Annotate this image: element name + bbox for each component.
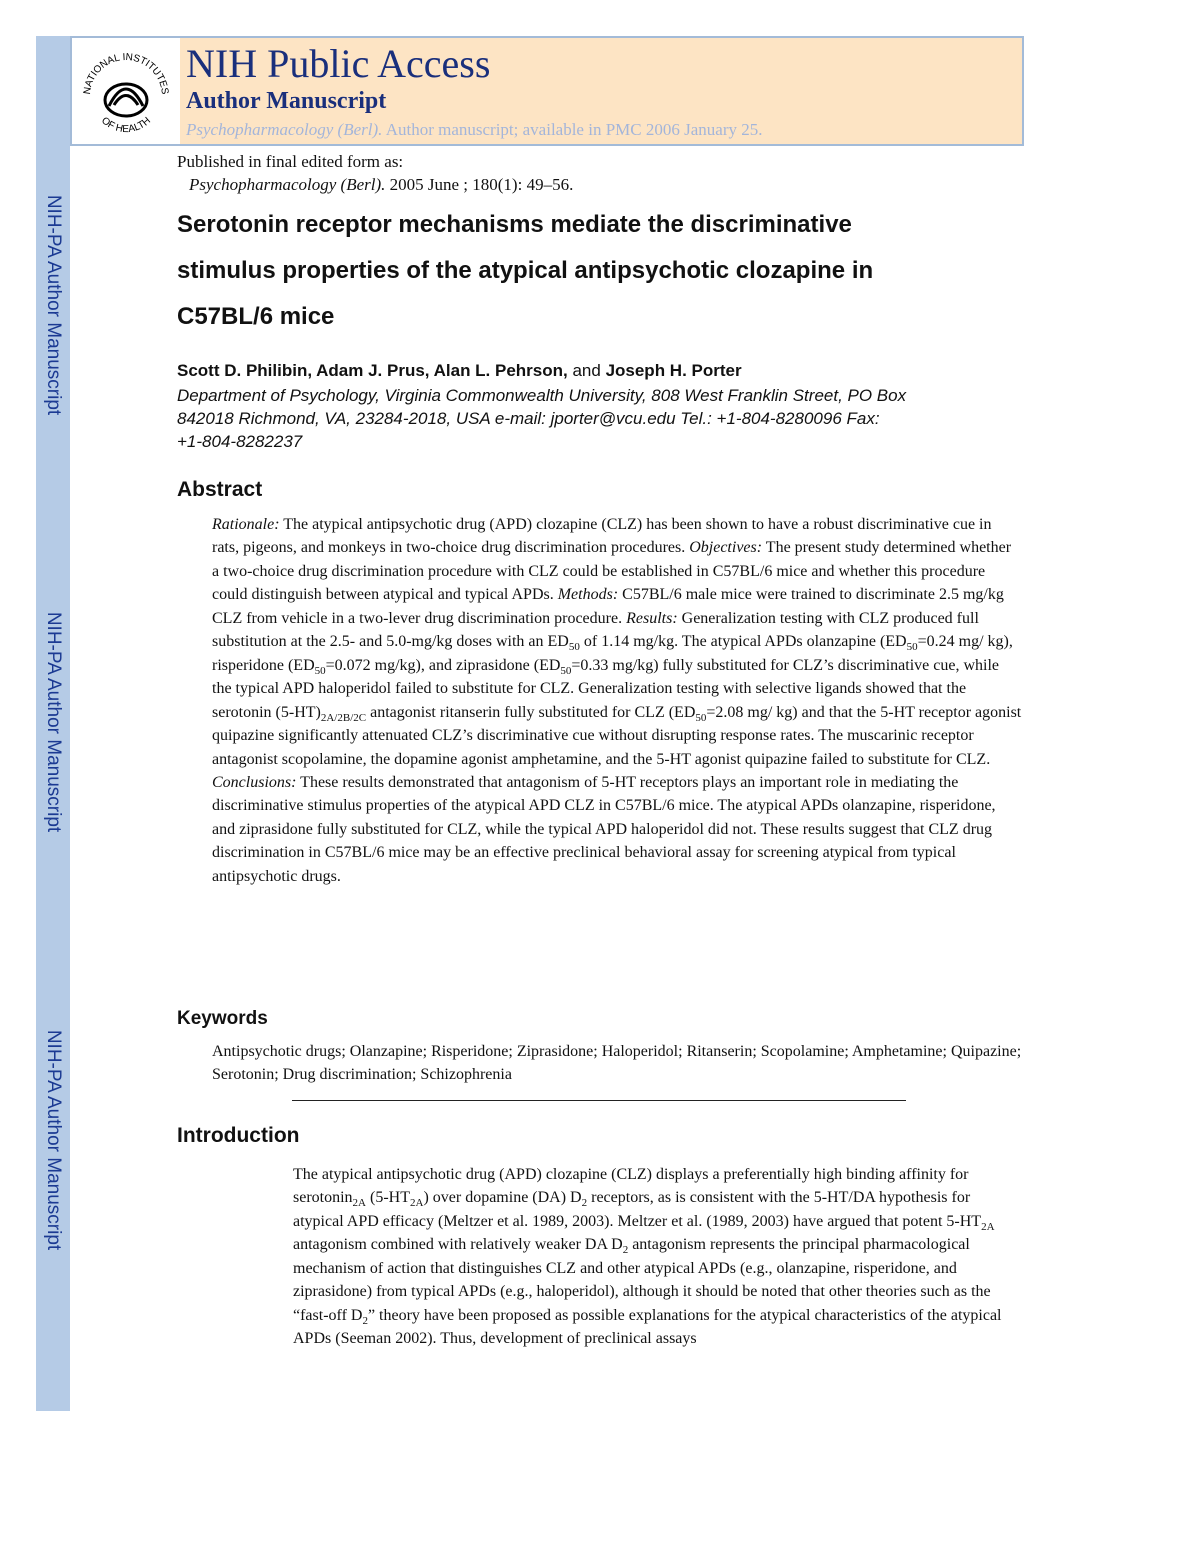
article-title-line: C57BL/6 mice xyxy=(177,303,335,330)
abstract-text: The atypical antipsychotic drug (APD) clozapine (CLZ) has been shown to have a robust discriminative cue in rats, pigeons, and monkeys in two-choice drug discrimination procedures. xyxy=(212,516,992,557)
affiliation-line: 842018 Richmond, VA, 23284-2018, USA e-mail: jporter@vcu.edu Tel.: +1-804-8280096 Fax: xyxy=(177,409,880,428)
side-label-3: NIH-PA Author Manuscript xyxy=(43,1029,64,1251)
citation-details: 2005 June ; 180(1): 49–56. xyxy=(385,175,574,194)
abstract-text: These results demonstrated that antagonism of 5-HT receptors plays an important role in mediating the discriminative stimulus properties of the atypical APD CLZ in C57BL/6 mice. The atypical APDs olanzapine, risperidone, and ziprasidone fully substituted for CLZ, while the typical APD haloperidol did not. These results suggest that CLZ drug discrimination in C57BL/6 mice may be an effective preclinical behavioral assay for screening atypical from typical antipsychotic drugs. xyxy=(212,773,996,885)
abstract-text: =0.24 mg/ kg), risperidone (ED xyxy=(212,633,1013,674)
article-title-line: Serotonin receptor mechanisms mediate the discriminative xyxy=(177,211,852,238)
availability-text: Author manuscript; available in PMC 2006 January 25. xyxy=(382,120,763,139)
subscript: 50 xyxy=(695,711,707,724)
abstract-text: antagonist ritanserin fully substituted for CLZ (ED xyxy=(366,703,696,721)
availability-journal: Psychopharmacology (Berl). xyxy=(186,120,383,139)
abstract-text: C57BL/6 male mice were trained to discriminate 2.5 mg/kg CLZ from vehicle in a two-lever drug discrimination procedure. xyxy=(212,586,1004,627)
intro-text: The atypical antipsychotic drug (APD) clozapine (CLZ) displays a preferentially high binding affinity for serotonin xyxy=(293,1166,969,1207)
intro-text: receptors, as is consistent with the 5-HT/DA hypothesis for atypical APD efficacy (Meltzer et al. 1989, 2003). Meltzer et al. (1989, 2003) have argued that potent 5-HT xyxy=(293,1189,982,1230)
article-title xyxy=(177,202,1037,340)
svg-text:OF HEALTH xyxy=(99,115,153,135)
subscript: 2A xyxy=(981,1221,995,1234)
abstract-text: =0.33 mg/kg) fully substituted for CLZ’s discriminative cue, while the typical APD haloperidol failed to substitute for CLZ. Generalization testing with selective ligands showed that the serotonin (5-HT) xyxy=(212,656,1000,721)
affiliation xyxy=(177,384,1037,453)
intro-text: antagonism represents the principal pharmacological mechanism of action that distinguishes CLZ and other atypical APDs (e.g., olanzapine, risperidone, and ziprasidone) from typical APDs (e.g., haloperidol), although it should be noted that other theories such as the “fast-off D xyxy=(293,1236,991,1324)
nih-logo xyxy=(76,42,176,142)
subscript: 50 xyxy=(906,641,918,654)
subscript: 50 xyxy=(314,664,326,677)
nih-header-banner xyxy=(70,36,1024,146)
logo-text-bottom: OF HEALTH xyxy=(99,115,153,136)
author-list xyxy=(177,361,742,381)
intro-text: ) over dopamine (DA) D xyxy=(423,1189,582,1207)
published-label: Published in final edited form as: xyxy=(177,152,404,171)
side-label-1: NIH-PA Author Manuscript xyxy=(43,194,64,416)
abstract-text: =2.08 mg/ kg) and that the 5-HT receptor agonist quipazine significantly attenuated CLZ’s discriminative cue without disrupting response rates. The muscarinic receptor antagonist scopolamine, the dopamine agonist amphetamine, and the 5-HT agonist quipazine failed to substitute for CLZ. xyxy=(212,703,1022,768)
availability-note xyxy=(186,120,762,140)
published-citation xyxy=(189,175,573,195)
abstract-text: of 1.14 mg/kg. The atypical APDs olanzapine (ED xyxy=(579,633,907,651)
citation-journal: Psychopharmacology (Berl). xyxy=(189,175,386,194)
subscript: 2A xyxy=(409,1197,424,1210)
logo-text-top: NATIONAL INSTITUTES xyxy=(81,51,171,96)
abstract-text: The present study determined whether a two-choice drug discrimination procedure with CLZ could be established in C57BL/6 mice and whether this procedure could distinguish between atypical and typical APDs. xyxy=(212,539,1012,604)
subscript: 50 xyxy=(560,664,572,677)
article-title-line: stimulus properties of the atypical antipsychotic clozapine in xyxy=(177,257,874,284)
subscript: 2A xyxy=(352,1197,366,1210)
authors-last: Joseph H. Porter xyxy=(605,361,742,380)
results-label: Results: xyxy=(626,609,678,627)
objectives-label: Objectives: xyxy=(689,539,763,557)
abstract-body xyxy=(212,513,1022,888)
methods-label: Methods: xyxy=(557,586,619,604)
introduction-body xyxy=(293,1163,1023,1351)
intro-text: antagonism combined with relatively weaker DA D xyxy=(293,1236,623,1254)
authors-first: Scott D. Philibin, Adam J. Prus, Alan L. Pehrson, xyxy=(177,361,568,380)
affiliation-line: Department of Psychology, Virginia Commonwealth University, 808 West Franklin Street, PO Box xyxy=(177,386,907,405)
keywords-heading: Keywords xyxy=(177,1008,268,1029)
nih-public-access-title: NIH Public Access xyxy=(186,41,491,86)
abstract-text: =0.072 mg/kg), and ziprasidone (ED xyxy=(325,656,561,674)
side-label-2: NIH-PA Author Manuscript xyxy=(43,611,64,833)
author-manuscript-label: Author Manuscript xyxy=(186,88,387,114)
abstract-heading: Abstract xyxy=(177,478,263,501)
subscript: 2 xyxy=(362,1314,368,1327)
introduction-heading: Introduction xyxy=(177,1124,300,1147)
intro-text: ” theory have been proposed as possible explanations for the atypical characteristics of the atypical APDs (Seeman 2002). Thus, development of preclinical assays xyxy=(293,1306,1002,1348)
authors-and: and xyxy=(567,361,606,380)
conclusions-label: Conclusions: xyxy=(212,773,297,791)
subscript: 2 xyxy=(622,1244,629,1257)
section-divider xyxy=(292,1100,906,1101)
subscript: 2A/2B/2C xyxy=(320,711,367,724)
abstract-text: Generalization testing with CLZ produced full substitution at the 2.5- and 5.0-mg/kg doses with an ED xyxy=(212,609,979,651)
affiliation-line: +1-804-8282237 xyxy=(177,432,303,451)
subscript: 50 xyxy=(568,641,580,654)
subscript: 2 xyxy=(581,1197,588,1210)
rationale-label: Rationale: xyxy=(212,516,280,533)
intro-text: (5-HT xyxy=(366,1189,410,1207)
keywords-list: Antipsychotic drugs; Olanzapine; Risperidone; Ziprasidone; Haloperidol; Ritanserin; Scopolamine; Amphetamine; Quipazine; Serotonin; Drug discrimination; Schizophrenia xyxy=(212,1043,1022,1084)
